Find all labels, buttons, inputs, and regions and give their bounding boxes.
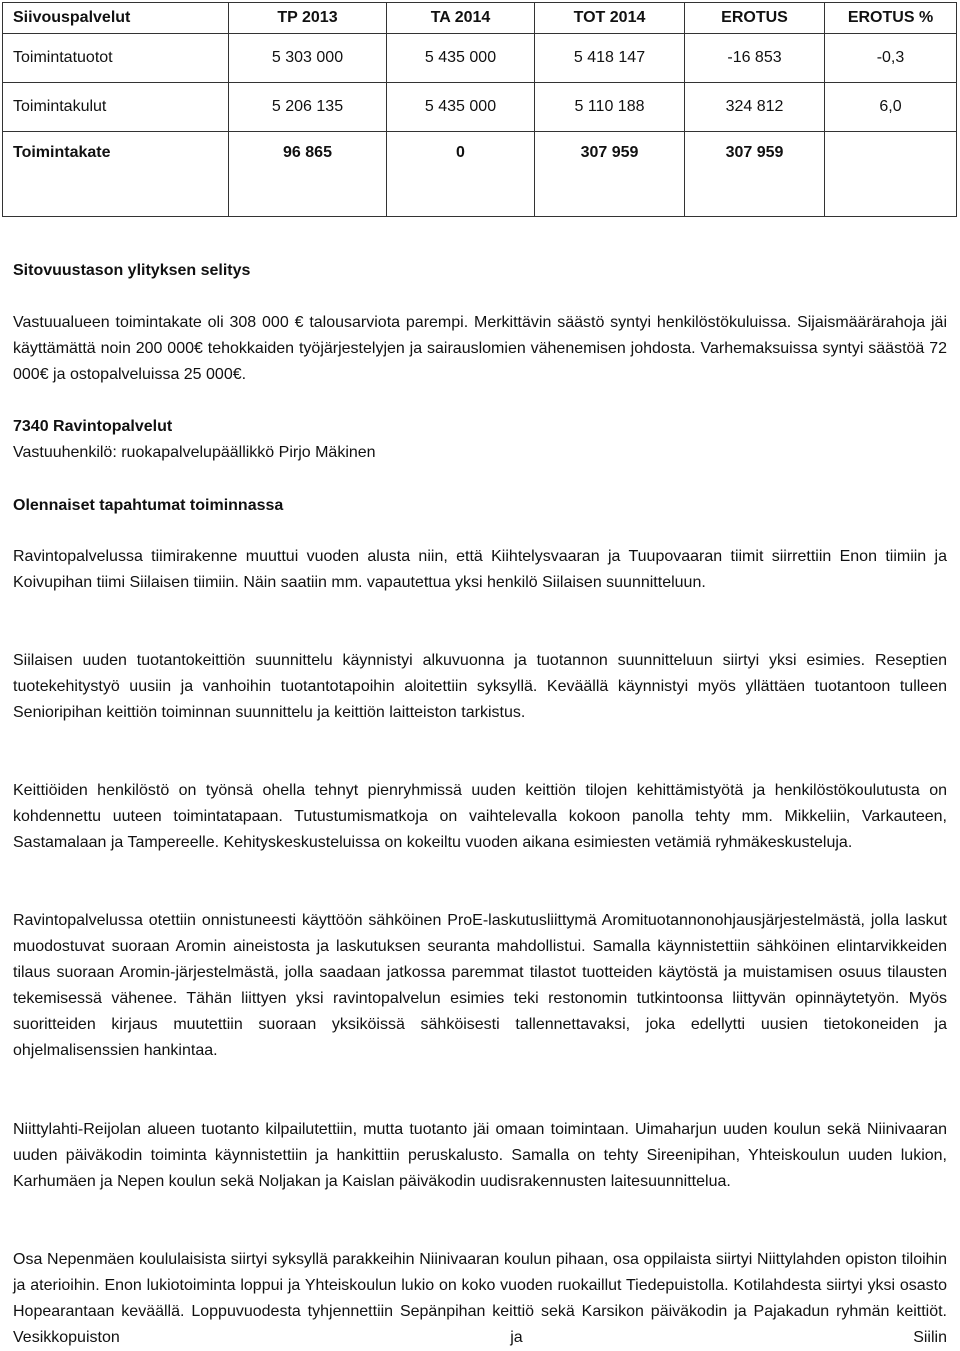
cell-ta: 5 435 000 [387, 34, 535, 83]
header-cell: TA 2014 [387, 3, 535, 34]
row-label: Toimintakulut [3, 83, 229, 132]
cell-tp: 96 865 [229, 132, 387, 217]
table-row [3, 34, 957, 83]
cell-erotus: 324 812 [685, 83, 825, 132]
table-row [3, 83, 957, 132]
cell-pct: -0,3 [825, 34, 957, 83]
header-cell: Siivouspalvelut [3, 3, 229, 34]
cell-ta: 5 435 000 [387, 83, 535, 132]
header-cell: EROTUS % [825, 3, 957, 34]
paragraph: Keittiöiden henkilöstö on työnsä ohella tehnyt pienryhmissä uuden keittiön tilojen kehittämistyötä ja henkilöstökoulutusta on kohdennettu uuteen toimintatapaan. Tutustumismatkoja on vaihtelevalla kokoon panolla tehty mm. Mikkeliin, Varkauteen, Sastamalaan ja Tampereelle. Kehityskeskusteluissa on kokeiltu vuoden aikana esimiesten vetämiä ryhmäkeskusteluja. [13, 782, 947, 851]
responsible-person: Vastuuhenkilö: ruokapalvelupäällikkö Pirjo Mäkinen [13, 444, 376, 461]
paragraph-block [13, 1247, 947, 1351]
section-heading: Sitovuustason ylityksen selitys [13, 262, 251, 279]
cell-tp: 5 206 135 [229, 83, 387, 132]
paragraph: Niittylahti-Reijolan alueen tuotanto kilpailutettiin, mutta tuotanto jäi omaan toimintaan. Uimaharjun uuden koulun sekä Niinivaaran uuden päiväkodin toiminta käynnistettiin ja hankittiin peruskalusto. Samalla on tehty Sireenipihan, Yhteiskoulun uuden lukion, Karhumäen ja Nepen koulun sekä Noljakan ja Kaislan päiväkodin uudisrakennusten laitesuunnittelua. [13, 1121, 947, 1190]
row-label: Toimintakate [3, 132, 229, 217]
section-heading: 7340 Ravintopalvelut [13, 418, 173, 435]
cell-tp: 5 303 000 [229, 34, 387, 83]
header-cell: TOT 2014 [535, 3, 685, 34]
table-row [3, 132, 957, 217]
row-label: Toimintatuotot [3, 34, 229, 83]
paragraph: Osa Nepenmäen koululaisista siirtyi syksyllä parakkeihin Niinivaaran koulun pihaan, osa oppilaista siirtyi Niittylahden opiston tiloihin ja aterioihin. Enon lukiotoiminta loppui ja Yhteiskoulun lukio on koko vuoden ruokaillut Tiedepuistolla. Kotilahdesta siirtyi yksi osasto Hopearantaan keväällä. Loppuvuodesta tyhjennettiin Sepänpihan keittiö sekä Karsikon päiväkodin ja Pajakadun ryhmän keittiöt. Vesikkopuiston ja Siilin [13, 1251, 947, 1346]
cell-pct: 6,0 [825, 83, 957, 132]
paragraph: Ravintopalvelussa tiimirakenne muuttui vuoden alusta niin, että Kiihtelysvaaran ja Tuupovaaran tiimit siirrettiin Enon tiimiin ja Koivupihan tiimi Siilaisen tiimiin. Näin saatiin mm. vapautettua yksi henkilö Siilaisen suunnitteluun. [13, 548, 947, 591]
paragraph-block [13, 1117, 947, 1195]
paragraph-block [13, 908, 947, 1064]
cell-erotus: -16 853 [685, 34, 825, 83]
header-cell: EROTUS [685, 3, 825, 34]
cell-tot: 5 110 188 [535, 83, 685, 132]
paragraph: Vastuualueen toimintakate oli 308 000 € talousarviota parempi. Merkittävin säästö syntyi henkilöstökuluissa. Sijaismäärärahoja jäi käyttämättä noin 200 000€ tehokkaiden työjärjestelyjen ja sairauslomien vähenemisen johdosta. Varhemaksuissa syntyi säästöä 72 000€ ja ostopalveluissa 25 000€. [13, 314, 947, 383]
cell-pct [825, 132, 957, 217]
cell-ta: 0 [387, 132, 535, 217]
explanation-paragraph [13, 310, 947, 388]
budget-table [2, 2, 957, 217]
subheading: Olennaiset tapahtumat toiminnassa [13, 497, 284, 514]
cell-tot: 5 418 147 [535, 34, 685, 83]
paragraph-block [13, 778, 947, 856]
paragraph: Ravintopalvelussa otettiin onnistuneesti käyttöön sähköinen ProE-laskutusliittymä Aromituotannonohjausjärjestelmästä, jolla laskut muodostuvat suoraan Aromin aineistosta ja laskutuksen seuranta mahdollistui. Samalla käynnistettiin sähköinen elintarvikkeiden tilaus suoraan Aromin-järjestelmästä, jolla saadaan jatkossa paremmat tilastot tuotteiden käytöstä ja muistamisen osuus tilausten tekemisessä vähenee. Tähän liittyen yksi ravintopalvelun esimies teki restonomin tutkintoonsa liittyvän opinnäytetyön. Myös suoritteiden kirjaus muutettiin suoraan yksiköissä sähköisesti tallennettavaksi, joka edellytti uusien tietokoneiden ja ohjelmalisenssien hankintaa. [13, 912, 947, 1059]
paragraph-block [13, 648, 947, 726]
table-header-row [3, 3, 957, 34]
cell-erotus: 307 959 [685, 132, 825, 217]
cell-tot: 307 959 [535, 132, 685, 217]
paragraph: Siilaisen uuden tuotantokeittiön suunnittelu käynnistyi alkuvuonna ja tuotannon suunnitteluun siirtyi yksi esimies. Reseptien tuotekehitystyö uusiin ja vanhoihin tuotantotapoihin aloitettiin syksyllä. Keväällä käynnistyi myös yllättäen tuotantoon tulleen Senioripihan keittiön toiminnan suunnittelu ja keittiön laitteiston tarkistus. [13, 652, 947, 721]
header-cell: TP 2013 [229, 3, 387, 34]
paragraph-block [13, 544, 947, 596]
